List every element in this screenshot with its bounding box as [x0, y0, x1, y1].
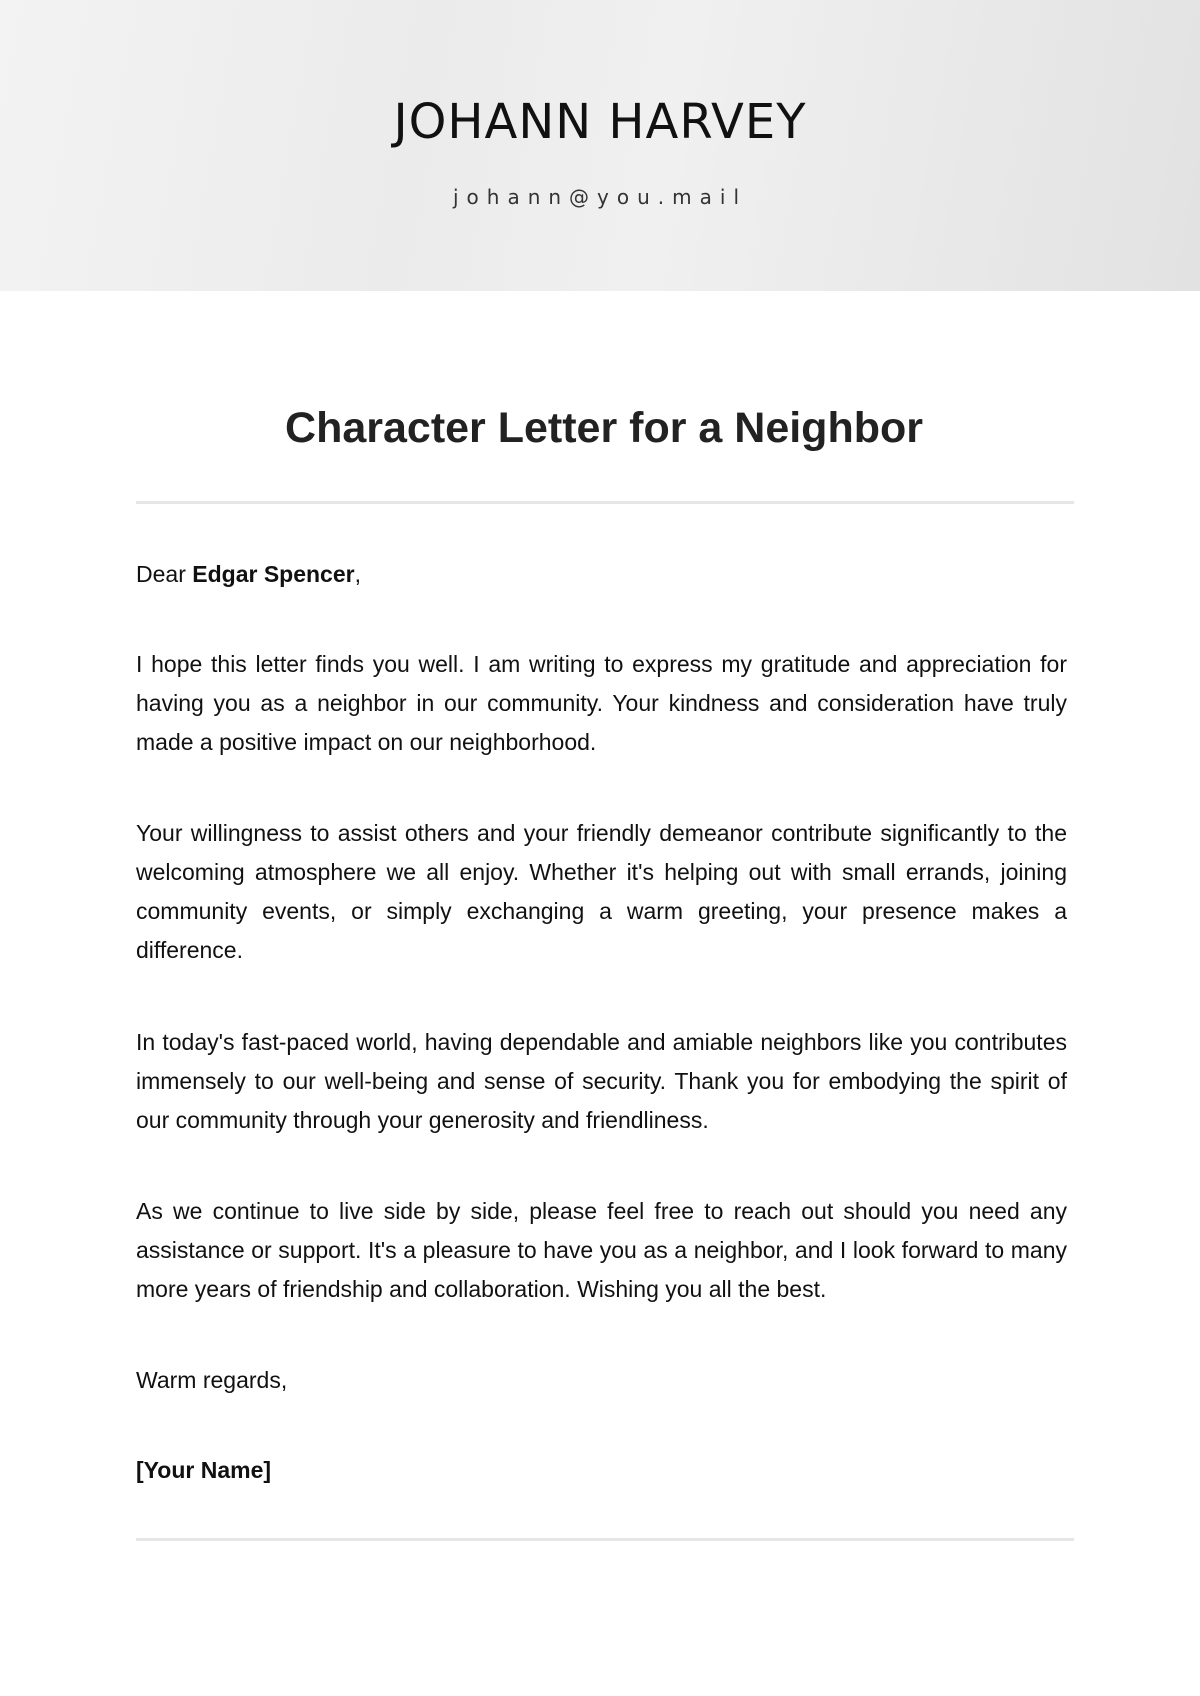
greeting-prefix: Dear [136, 561, 193, 587]
salutation [136, 555, 1067, 594]
sender-email: johann@you.mail [452, 185, 748, 209]
divider-top [136, 501, 1074, 504]
sender-name: JOHANN HARVEY [393, 94, 807, 150]
body-paragraph-1: I hope this letter finds you well. I am writing to express my gratitude and appreciation for having you as a neighbor in our community. Your kindness and consideration have truly made a positive impact on our neighborhood. [136, 651, 1067, 755]
body-paragraph-2: Your willingness to assist others and your friendly demeanor contribute significantly to the welcoming atmosphere we all enjoy. Whether it's helping out with small errands, joining community events, or simply exchanging a warm greeting, your presence makes a difference. [136, 820, 1067, 963]
body-paragraph-3: In today's fast-paced world, having dependable and amiable neighbors like you contributes immensely to our well-being and sense of security. Thank you for embodying the spirit of our community through your generosity and friendliness. [136, 1029, 1067, 1133]
greeting-suffix: , [354, 561, 361, 587]
divider-bottom [136, 1538, 1074, 1541]
closing: Warm regards, [136, 1367, 288, 1393]
recipient-name: Edgar Spencer [192, 561, 355, 587]
letterhead-banner [0, 0, 1200, 291]
signature: [Your Name] [136, 1457, 272, 1483]
page-title: Character Letter for a Neighbor [285, 404, 923, 452]
body-paragraph-4: As we continue to live side by side, please feel free to reach out should you need any assistance or support. It's a pleasure to have you as a neighbor, and I look forward to many more years of friendship and collaboration. Wishing you all the best. [136, 1198, 1067, 1302]
